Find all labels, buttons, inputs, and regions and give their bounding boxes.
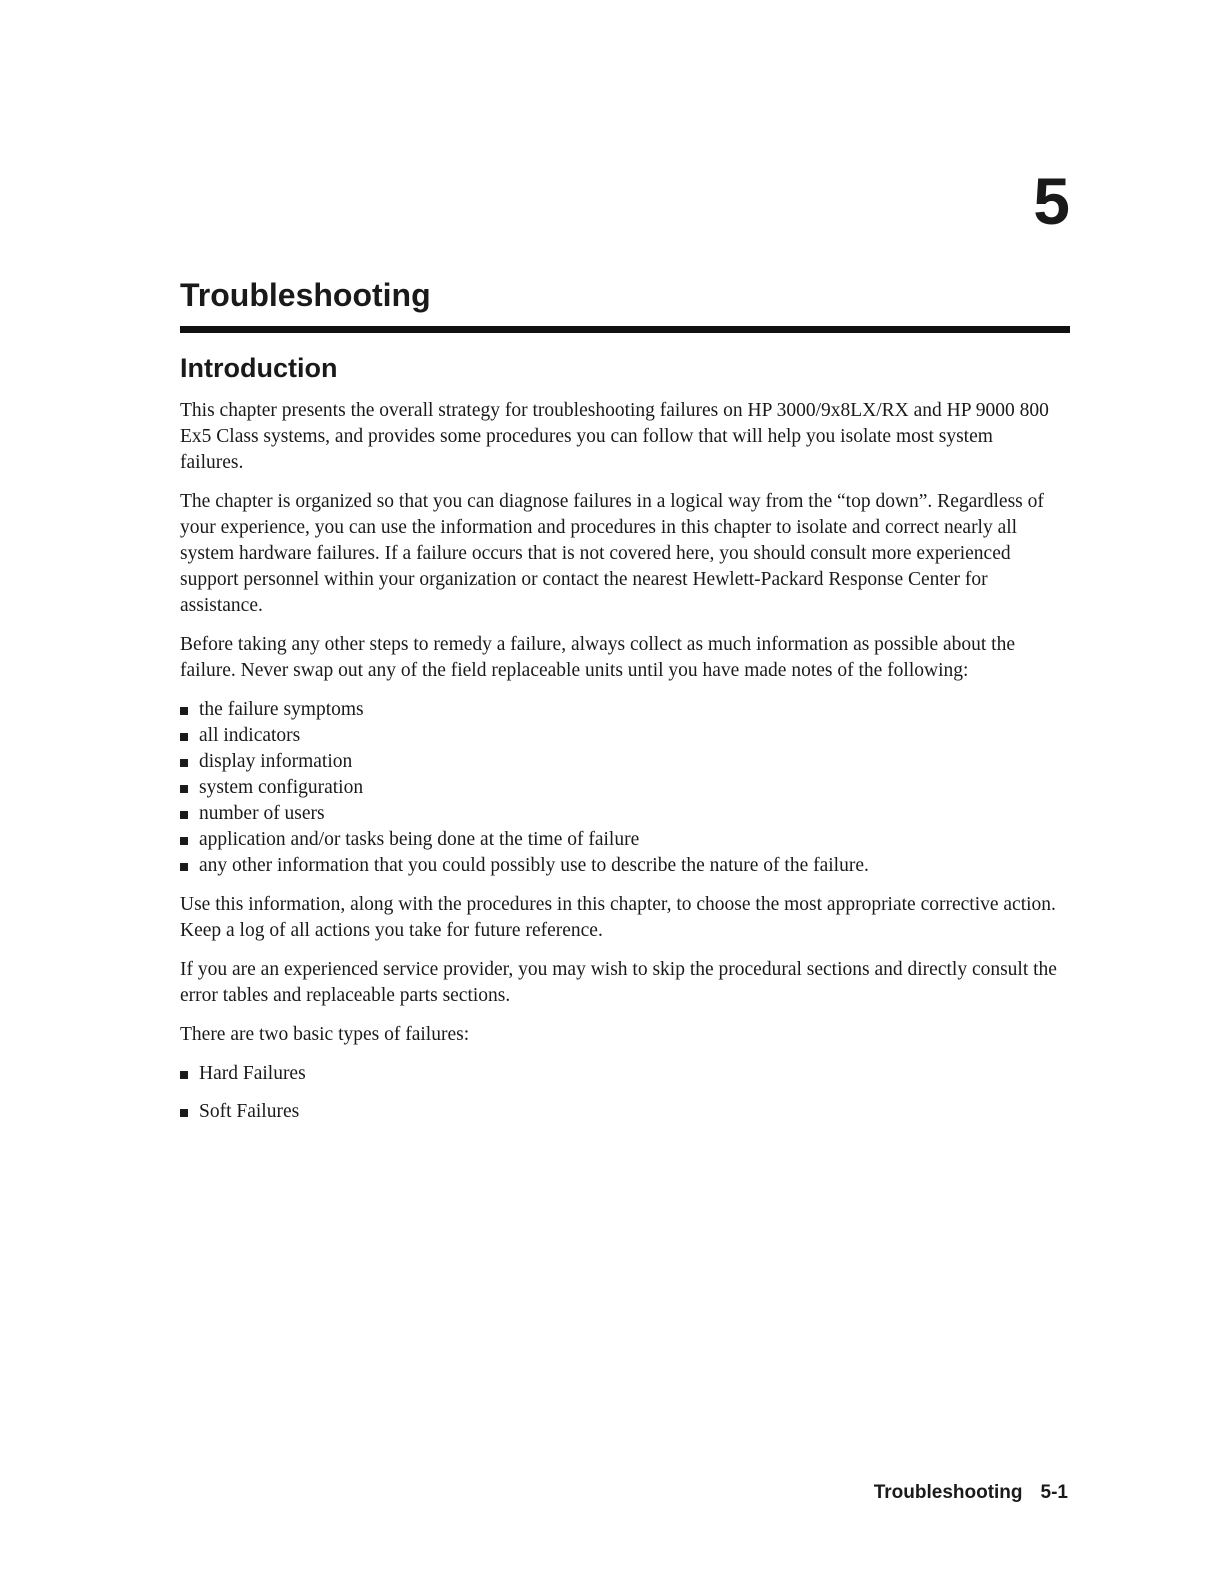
list-item-text: any other information that you could possibly use to describe the nature of the failure. [199,855,869,876]
page-number: 5-1 [1040,1482,1068,1503]
list-item-text: all indicators [199,725,301,746]
list-item-text: Soft Failures [199,1101,300,1122]
paragraph-intro: This chapter presents the overall strategy for troubleshooting failures on HP 3000/9x8LX/RX and HP 9000 800 Ex5 Class systems, and provides some procedures you can follow that will help you isolate most system failures. [180,400,1049,473]
paragraph-experienced: If you are an experienced service provider, you may wish to skip the procedural sections and directly consult the error tables and replaceable parts sections. [180,959,1057,1006]
list-item-text: display information [199,751,353,772]
title-rule [180,326,1070,333]
list-item-text: system configuration [199,777,364,798]
list-item-text: number of users [199,803,325,824]
paragraph-organization: The chapter is organized so that you can diagnose failures in a logical way from the “top down”. Regardless of your experience, you can use the information and procedures in this chapter to isolate and correct nearly all system hardware failures. If a failure occurs that is not covered here, you should consult more experienced support personnel within your organization or contact the nearest Hewlett-Packard Response Center for assistance. [180,491,1044,616]
list-item [180,749,1060,775]
list-item-text: application and/or tasks being done at the time of failure [199,829,640,850]
square-bullet-icon [180,759,188,767]
paragraph-collect-info: Before taking any other steps to remedy a failure, always collect as much information as possible about the failure. Never swap out any of the field replaceable units until you have made notes of the following: [180,634,1015,681]
square-bullet-icon [180,863,188,871]
chapter-number: 5 [1033,164,1070,238]
square-bullet-icon [180,733,188,741]
footer-section-title: Troubleshooting [873,1482,1023,1503]
list-item [180,775,1060,801]
square-bullet-icon [180,811,188,819]
list-item [180,1099,1060,1125]
section-heading: Introduction [180,353,338,383]
chapter-title: Troubleshooting [180,277,431,313]
list-item-text: Hard Failures [199,1063,306,1084]
list-item [180,1061,1060,1087]
square-bullet-icon [180,837,188,845]
list-item [180,827,1060,853]
square-bullet-icon [180,1071,188,1079]
failure-types-list [180,1061,1060,1125]
list-item [180,853,1060,879]
paragraph-failure-types: There are two basic types of failures: [180,1024,470,1045]
list-item [180,697,1060,723]
list-item [180,723,1060,749]
list-item-text: the failure symptoms [199,699,364,720]
body-content [180,398,1060,1138]
square-bullet-icon [180,707,188,715]
square-bullet-icon [180,1109,188,1117]
list-item [180,801,1060,827]
square-bullet-icon [180,785,188,793]
notes-list [180,697,1060,879]
page-footer [874,1482,1068,1504]
paragraph-use-info: Use this information, along with the procedures in this chapter, to choose the most appropriate corrective action. Keep a log of all actions you take for future reference. [180,894,1056,941]
